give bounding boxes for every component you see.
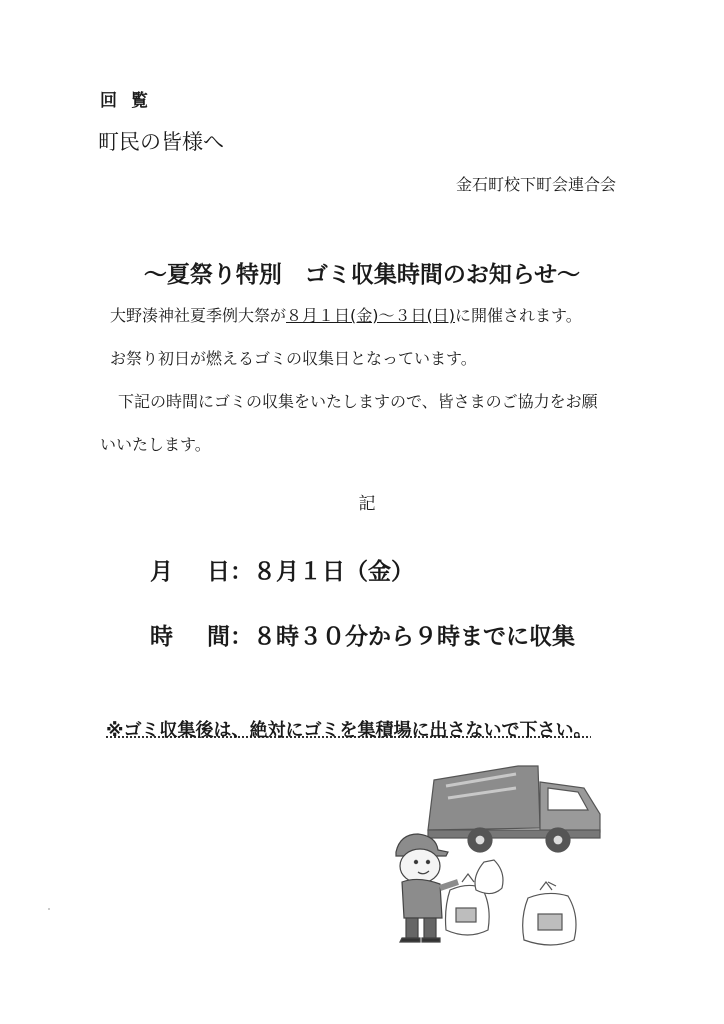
body-text: 大野湊神社夏季例大祭が — [110, 306, 287, 325]
body-line-festival — [110, 303, 582, 326]
date-label-1: 月 — [150, 559, 173, 585]
warning-notice: ※ゴミ収集後は、絶対にゴミを集積場に出さないで下さい。 — [106, 720, 592, 741]
addressee-heading: 町民の皆様へ — [98, 130, 224, 154]
notice-title: ～夏祭り特別 ゴミ収集時間のお知らせ～ — [143, 262, 581, 288]
body-line-request-cont: いいたします。 — [100, 435, 211, 454]
scan-speck — [48, 908, 50, 910]
circulation-label: 回覧 — [100, 91, 162, 111]
time-label-2: 間 — [207, 624, 230, 650]
ki-heading: 記 — [358, 494, 376, 514]
body-text: に開催されます。 — [455, 306, 582, 325]
body-line-collection-day: お祭り初日が燃えるゴミの収集日となっています。 — [110, 349, 477, 368]
garbage-truck-icon — [428, 766, 600, 852]
garbage-collector-illustration — [388, 758, 608, 948]
time-value: ：８時３０分から９時までに収集 — [230, 624, 575, 650]
time-label-1: 時 — [150, 624, 173, 650]
date-value: ：８月１日（金） — [230, 559, 414, 585]
date-row — [150, 553, 414, 586]
time-row — [150, 618, 575, 651]
trash-bag-icon — [446, 860, 504, 935]
body-line-request: 下記の時間にゴミの収集をいたしますので、皆さまのご協力をお願 — [118, 392, 598, 411]
trash-bag-icon — [523, 882, 576, 945]
festival-dates: ８月１日(金)～３日(日) — [286, 306, 455, 325]
date-label-2: 日 — [207, 559, 230, 585]
sender-name: 金石町校下町会連合会 — [455, 175, 616, 194]
